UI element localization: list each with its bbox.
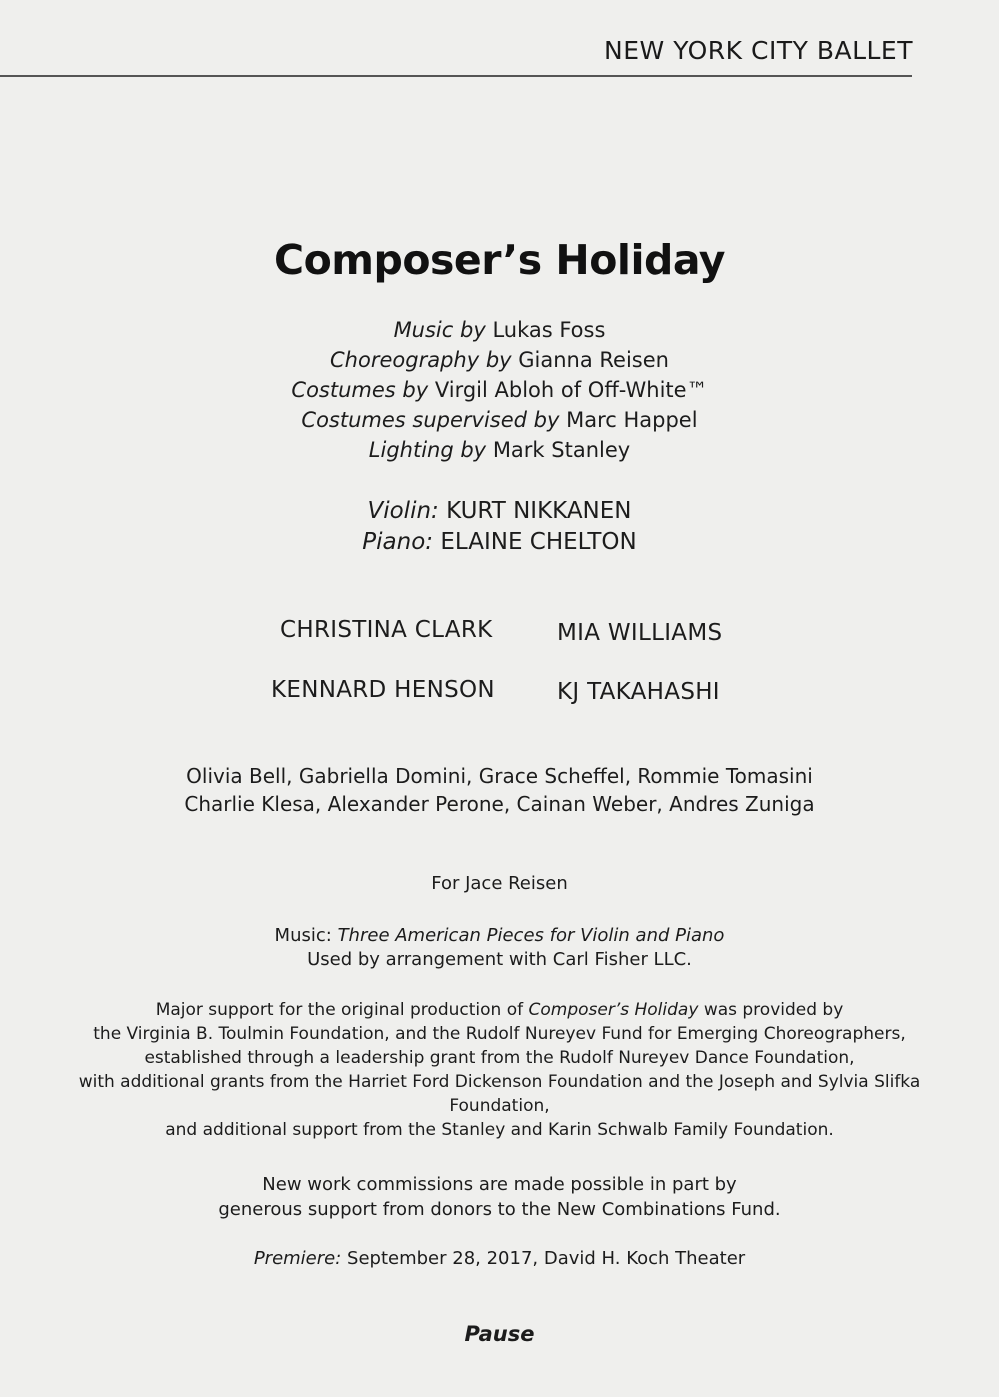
corps-women: Olivia Bell, Gabriella Domini, Grace Scheffel, Rommie Tomasini [186, 764, 813, 788]
corps-men: Charlie Klesa, Alexander Perone, Cainan Weber, Andres Zuniga [184, 792, 815, 816]
commission-block [0, 1172, 999, 1222]
credit-name: Gianna Reisen [518, 348, 669, 372]
credit-role: Costumes by [291, 378, 429, 402]
credit-role: Choreography by [330, 348, 512, 372]
principal-dancer: CHRISTINA CLARK [280, 617, 493, 643]
musician-violin [0, 496, 999, 527]
credit-music [0, 315, 999, 345]
credit-role: Lighting by [368, 438, 487, 462]
music-label: Music: [274, 925, 332, 946]
musician-piano [0, 527, 999, 558]
credit-name: Marc Happel [566, 408, 698, 432]
musician-name: ELAINE CHELTON [440, 529, 637, 555]
premiere-label: Premiere: [253, 1248, 342, 1269]
commission-line: generous support from donors to the New Combinations Fund. [218, 1199, 781, 1220]
support-text: was provided by [703, 1000, 844, 1020]
premiere-line [0, 1248, 999, 1269]
support-line: the Virginia B. Toulmin Foundation, and the Rudolf Nureyev Fund for Emerging Choreographers, [93, 1024, 906, 1044]
music-arrangement: Used by arrangement with Carl Fisher LLC. [307, 949, 692, 970]
music-work: Three American Pieces for Violin and Piano [337, 925, 725, 946]
support-block [0, 998, 999, 1142]
musician-name: KURT NIKKANEN [446, 498, 632, 524]
corps-block [0, 762, 999, 818]
pause-label: Pause [464, 1322, 535, 1346]
musicians-block [0, 496, 999, 558]
principal-dancer: KENNARD HENSON [271, 677, 495, 703]
support-line: Foundation, [449, 1096, 550, 1116]
support-line [0, 998, 999, 1022]
premiere-text: September 28, 2017, David H. Koch Theater [347, 1248, 746, 1269]
credit-lighting [0, 435, 999, 465]
commission-line: New work commissions are made possible in part by [262, 1174, 737, 1195]
credit-name: Virgil Abloh of Off-White™ [434, 378, 708, 402]
instrument-label: Violin: [367, 498, 439, 524]
company-name: NEW YORK CITY BALLET [604, 36, 913, 65]
credit-choreography [0, 345, 999, 375]
instrument-label: Piano: [362, 529, 434, 555]
principal-dancer: KJ TAKAHASHI [557, 679, 720, 705]
credit-role: Costumes supervised by [301, 408, 560, 432]
credit-name: Lukas Foss [492, 318, 606, 342]
support-line: established through a leadership grant from the Rudolf Nureyev Dance Foundation, [144, 1048, 855, 1068]
credit-costumes [0, 375, 999, 405]
support-work-title: Composer’s Holiday [528, 1000, 699, 1020]
header-rule [0, 75, 912, 77]
support-line: and additional support from the Stanley and Karin Schwalb Family Foundation. [165, 1120, 834, 1140]
credit-costumes-supervised [0, 405, 999, 435]
credit-role: Music by [393, 318, 486, 342]
credit-name: Mark Stanley [492, 438, 631, 462]
support-line: with additional grants from the Harriet Ford Dickenson Foundation and the Joseph and Sylvia Slifka [78, 1072, 921, 1092]
ballet-title: Composer’s Holiday [274, 236, 725, 284]
support-text: Major support for the original production of [155, 1000, 524, 1020]
dedication: For Jace Reisen [431, 873, 568, 894]
principal-dancer: MIA WILLIAMS [557, 620, 723, 646]
music-source [0, 924, 999, 948]
music-note [0, 924, 999, 972]
credits-block [0, 315, 999, 465]
